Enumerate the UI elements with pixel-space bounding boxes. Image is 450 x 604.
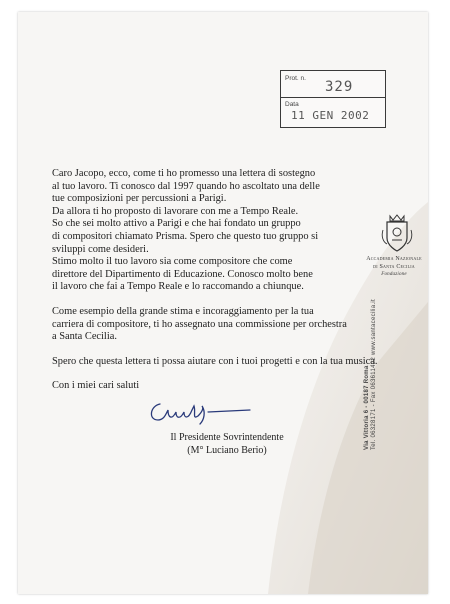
academy-line-3: Fondazione [381, 272, 407, 277]
text-line: sviluppi come desideri. [52, 243, 149, 255]
letterhead-address [364, 299, 378, 450]
text-line: carriera di compositore, ti ho assegnato una commissione per orchestra [52, 318, 347, 330]
text-line: il lavoro che fai a Tempo Reale e lo raccomando a chiunque. [52, 281, 304, 293]
text-line: tue composizioni per percussioni a Parigi. [52, 193, 227, 205]
protocol-number: 329 [325, 79, 354, 95]
handwritten-signature [146, 394, 256, 428]
address-line-1: Via Vittoria 6 - 00187 Roma [364, 365, 370, 450]
signer-name: (M° Luciano Berio) [187, 444, 267, 456]
letter-page [18, 12, 428, 594]
text-line: So che sei molto attivo a Parigi e che hai fondato un gruppo [52, 218, 301, 230]
letter-body [52, 168, 382, 405]
text-line: direttore del Dipartimento di Educazione. Conosco molto bene [52, 268, 313, 280]
closing [52, 380, 382, 393]
address-line-2: Tel. 06328171 - Fax 063611402 www.santacecilia.it [371, 298, 377, 450]
paragraph-1 [52, 168, 382, 294]
text-line: al tuo lavoro. Ti conosco dal 1997 quando ho ascoltato una delle [52, 180, 320, 192]
signer-role: Il Presidente Sovrintendente [170, 432, 284, 443]
protocol-stamp [280, 70, 386, 128]
text-line: Come esempio della grande stima e incoraggiamento per la tua [52, 305, 314, 317]
signature-caption [142, 432, 312, 457]
academy-name [354, 256, 428, 279]
text-line: Spero che questa lettera ti possa aiutare con i tuoi progetti e con la tua musica. [52, 355, 378, 367]
protocol-label: Prot. n. [285, 75, 306, 82]
text-line: Caro Jacopo, ecco, come ti ho promesso una lettera di sostegno [52, 168, 316, 179]
date-label: Data [285, 101, 299, 108]
paragraph-2 [52, 306, 382, 344]
text-line: a Santa Cecilia. [52, 331, 117, 343]
date-value: 11 GEN 2002 [291, 109, 370, 122]
text-line: Da allora ti ho proposto di lavorare con me a Tempo Reale. [52, 205, 299, 217]
text-line: Stimo molto il tuo lavoro sia come compositore che come [52, 256, 293, 268]
academy-line-1: Accademia Nazionale [366, 256, 422, 262]
text-line: Con i miei cari saluti [52, 380, 140, 392]
paragraph-3 [52, 356, 382, 369]
text-line: di compositori chiamato Prisma. Spero che questo tuo gruppo si [52, 230, 319, 242]
heraldic-crest-icon [380, 212, 414, 254]
academy-line-2: di Santa Cecilia [373, 263, 415, 270]
